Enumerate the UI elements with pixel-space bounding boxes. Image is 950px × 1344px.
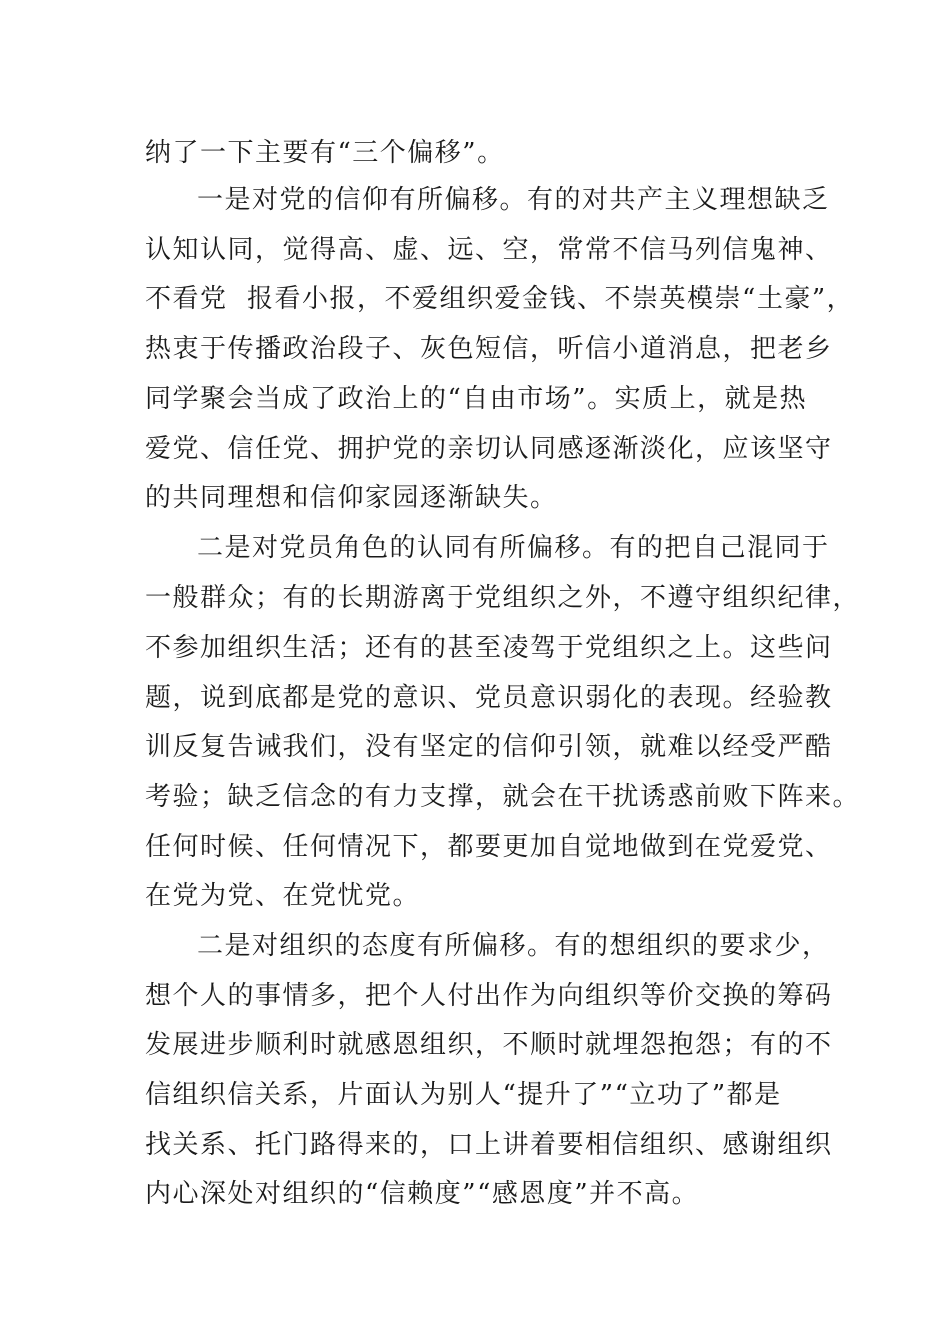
text-line: 一般群众；有的长期游离于党组织之外，不遵守组织纪律， [145, 583, 861, 613]
text-line: 考验；缺乏信念的有力支撑，就会在干扰诱惑前败下阵来。 [145, 782, 861, 812]
paragraph-start-line: 一是对党的信仰有所偏移。有的对共产主义理想缺乏 [197, 185, 830, 215]
text-line: 任何时候、任何情况下，都要更加自觉地做到在党爱党、 [145, 832, 833, 862]
paragraph-start-line: 二是对党员角色的认同有所偏移。有的把自己混同于 [197, 533, 830, 563]
paragraph-start-line: 二是对组织的态度有所偏移。有的想组织的要求少， [197, 931, 830, 961]
text-line: 同学聚会当成了政治上的“自由市场”。实质上，就是热 [145, 384, 808, 414]
text-line: 找关系、托门路得来的，口上讲着要相信组织、感谢组织 [145, 1130, 833, 1160]
text-line: 内心深处对组织的“信赖度”“感恩度”并不高。 [145, 1179, 700, 1209]
text-line: 纳了一下主要有“三个偏移”。 [145, 138, 505, 168]
text-line: 认知认同，觉得高、虚、远、空，常常不信马列信鬼神、 [145, 235, 833, 265]
text-line: 不看党 报看小报，不爱组织爱金钱、不崇英模崇“土豪”， [145, 284, 855, 314]
text-line: 发展进步顺利时就感恩组织，不顺时就埋怨抱怨；有的不 [145, 1030, 833, 1060]
text-line: 信组织信关系，片面认为别人“提升了”“立功了”都是 [145, 1080, 782, 1110]
text-line: 想个人的事情多，把个人付出作为向组织等价交换的筹码 [145, 981, 833, 1011]
text-line: 在党为党、在党忧党。 [145, 881, 421, 911]
text-line: 不参加组织生活；还有的甚至凌驾于党组织之上。这些问 [145, 633, 833, 663]
text-line: 爱党、信任党、拥护党的亲切认同感逐渐淡化，应该坚守 [145, 434, 833, 464]
text-line: 热衷于传播政治段子、灰色短信，听信小道消息，把老乡 [145, 334, 833, 364]
text-line: 训反复告诫我们，没有坚定的信仰引领，就难以经受严酷 [145, 732, 833, 762]
text-line: 题，说到底都是党的意识、党员意识弱化的表现。经验教 [145, 683, 833, 713]
text-line: 的共同理想和信仰家园逐渐缺失。 [145, 483, 558, 513]
